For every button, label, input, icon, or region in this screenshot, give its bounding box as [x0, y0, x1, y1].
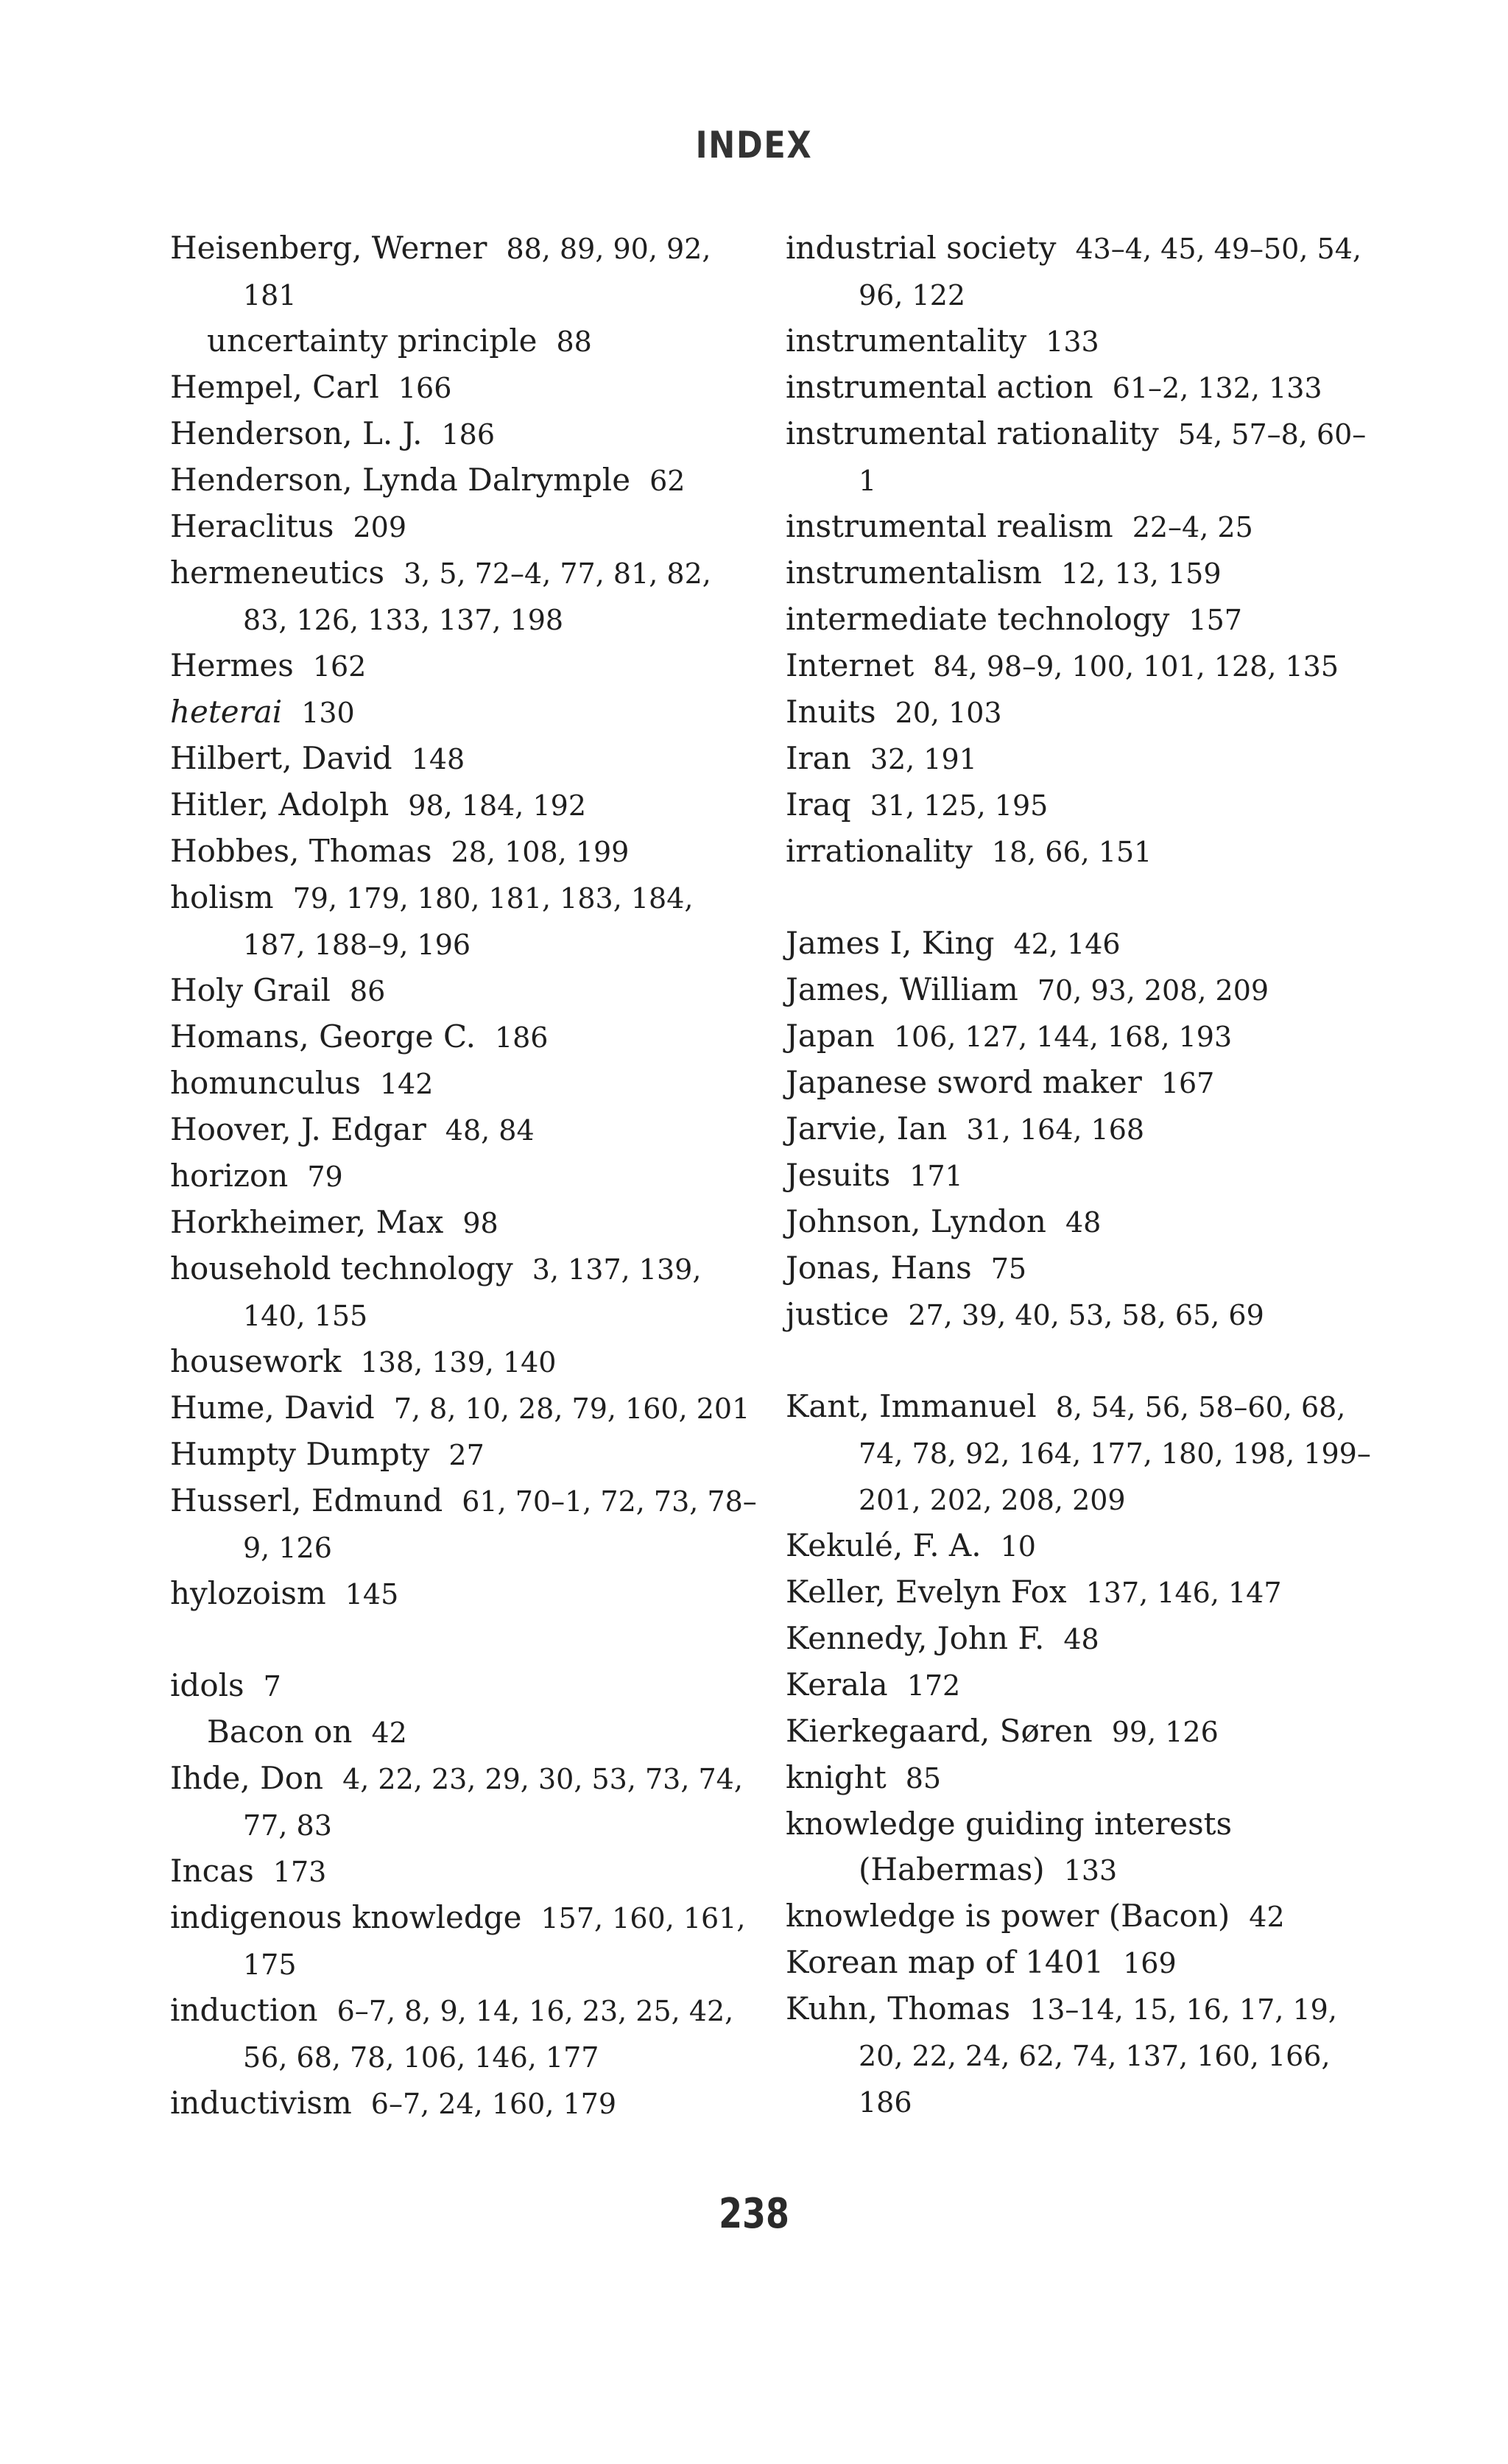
index-page-refs: 10	[1000, 1530, 1036, 1563]
index-page-refs: 48	[1065, 1206, 1102, 1239]
index-page-refs: 88	[556, 325, 592, 358]
page-header-title: INDEX	[695, 124, 813, 166]
index-page-refs: 18, 66, 151	[991, 836, 1152, 868]
index-page-refs: 137, 146, 147	[1085, 1577, 1282, 1609]
index-page-refs: 166	[398, 372, 452, 404]
index-entry	[170, 1014, 759, 1060]
index-term: housework	[170, 1343, 342, 1379]
index-term: Homans, George C.	[170, 1018, 476, 1055]
index-entry	[786, 504, 1375, 550]
index-entry	[786, 550, 1375, 596]
page-number: 238	[719, 2190, 789, 2238]
index-entry	[786, 643, 1375, 689]
index-term: Henderson, Lynda Dalrymple	[170, 462, 631, 498]
index-term: Hoover, J. Edgar	[170, 1111, 426, 1147]
index-term: Jarvie, Ian	[786, 1110, 948, 1147]
index-term: Keller, Evelyn Fox	[786, 1574, 1067, 1610]
index-entry	[170, 1988, 759, 2080]
index-page-refs: 79	[307, 1161, 343, 1193]
index-term: Holy Grail	[170, 972, 331, 1008]
index-term: holism	[170, 879, 274, 915]
index-term: hermeneutics	[170, 555, 385, 591]
index-page-refs: 133	[1063, 1854, 1118, 1887]
index-page-refs: 62	[649, 465, 686, 497]
index-entry	[170, 1432, 759, 1478]
index-page-refs: 61, 70–1, 72, 73, 78–9, 126	[243, 1485, 757, 1564]
index-entry	[170, 968, 759, 1014]
index-entry	[786, 1199, 1375, 1245]
index-entry	[786, 1292, 1375, 1338]
index-page-refs: 54, 57–8, 60–1	[859, 418, 1367, 497]
index-entry	[170, 875, 759, 968]
index-page-refs: 22–4, 25	[1132, 511, 1253, 543]
index-term: Kerala	[786, 1666, 888, 1703]
index-page-refs: 4, 22, 23, 29, 30, 53, 73, 74, 77, 83	[243, 1763, 743, 1842]
index-page-refs: 3, 137, 139, 140, 155	[243, 1253, 702, 1332]
index-page-refs: 173	[272, 1856, 327, 1888]
index-entry	[170, 504, 759, 550]
index-entry	[786, 782, 1375, 828]
index-entry	[170, 1848, 759, 1895]
index-entry	[786, 1755, 1375, 1801]
index-page-refs: 75	[990, 1253, 1027, 1285]
index-term: Korean map of 1401	[786, 1944, 1104, 1980]
index-entry	[170, 1246, 759, 1339]
index-term: knowledge guiding interests (Habermas)	[786, 1806, 1233, 1887]
index-entry	[786, 689, 1375, 736]
index-entry	[786, 921, 1375, 967]
index-entry	[170, 1060, 759, 1107]
index-page-refs: 6–7, 8, 9, 14, 16, 23, 25, 42, 56, 68, 78, 106, 146, 177	[243, 1995, 734, 2074]
index-term: hylozoism	[170, 1575, 326, 1611]
index-entry	[170, 365, 759, 411]
index-page-refs: 148	[411, 743, 465, 775]
index-term: heterai	[170, 694, 283, 730]
index-entry	[170, 1200, 759, 1246]
index-entry	[786, 1106, 1375, 1152]
index-term: Japan	[786, 1018, 875, 1054]
index-page-refs: 48	[1063, 1623, 1099, 1655]
index-page-refs: 209	[353, 511, 406, 543]
index-entry	[786, 1060, 1375, 1106]
index-term: Heisenberg, Werner	[170, 230, 487, 266]
index-term: instrumental action	[786, 369, 1093, 405]
index-page-refs: 27	[448, 1439, 485, 1471]
index-page-refs: 99, 126	[1111, 1716, 1219, 1748]
index-page-refs: 32, 191	[870, 743, 977, 775]
index-entry	[786, 365, 1375, 411]
index-term: Kuhn, Thomas	[786, 1990, 1011, 2027]
index-page-refs: 31, 125, 195	[870, 789, 1049, 822]
index-entry	[170, 828, 759, 875]
index-page-refs: 86	[349, 975, 386, 1007]
index-term: justice	[786, 1296, 889, 1332]
index-term: Henderson, L. J.	[170, 415, 423, 451]
index-page-refs: 171	[909, 1160, 963, 1192]
index-term: Incas	[170, 1853, 254, 1889]
index-term: Ihde, Don	[170, 1760, 324, 1796]
index-entry	[786, 1384, 1375, 1523]
index-entry	[170, 736, 759, 782]
index-page-refs: 8, 54, 56, 58–60, 68, 74, 78, 92, 164, 177, 180, 198, 199–201, 202, 208, 209	[859, 1391, 1371, 1516]
index-entry	[786, 1708, 1375, 1755]
index-term: irrationality	[786, 833, 973, 869]
index-term: knowledge is power (Bacon)	[786, 1898, 1230, 1934]
index-entry	[170, 1895, 759, 1988]
index-term: intermediate technology	[786, 601, 1170, 637]
index-term: Inuits	[786, 694, 876, 730]
index-entry	[786, 1152, 1375, 1199]
index-page-refs: 162	[312, 650, 367, 683]
index-term: instrumentality	[786, 323, 1027, 359]
index-page-refs: 7	[263, 1670, 281, 1703]
index-page-refs: 169	[1123, 1947, 1177, 1979]
index-page-refs: 167	[1160, 1067, 1215, 1099]
index-term: uncertainty principle	[207, 323, 538, 359]
index-term: Hobbes, Thomas	[170, 833, 432, 869]
index-term: Internet	[786, 647, 915, 683]
index-entry	[170, 2080, 759, 2127]
index-entry	[786, 736, 1375, 782]
index-page-refs: 142	[379, 1068, 434, 1100]
index-page-refs: 27, 39, 40, 53, 58, 65, 69	[908, 1299, 1264, 1331]
index-term: instrumental rationality	[786, 415, 1159, 451]
index-entry	[170, 643, 759, 689]
index-term: Heraclitus	[170, 508, 334, 544]
index-entry	[786, 1940, 1375, 1986]
index-page-refs: 157, 160, 161, 175	[243, 1902, 746, 1981]
index-term: instrumentalism	[786, 555, 1042, 591]
index-entry	[786, 225, 1375, 318]
index-entry	[786, 411, 1375, 504]
index-term: Kekulé, F. A.	[786, 1527, 982, 1563]
index-entry	[786, 1523, 1375, 1569]
index-entry	[786, 1801, 1375, 1893]
index-term: idols	[170, 1667, 244, 1703]
index-page-refs: 70, 93, 208, 209	[1037, 974, 1269, 1007]
index-entry	[170, 1478, 759, 1571]
index-page-refs: 138, 139, 140	[360, 1346, 557, 1379]
index-page-refs: 98, 184, 192	[408, 789, 586, 822]
index-term: Kennedy, John F.	[786, 1620, 1045, 1656]
index-term: Hempel, Carl	[170, 369, 379, 405]
index-column-left	[170, 225, 759, 2127]
index-page-refs: 106, 127, 144, 168, 193	[893, 1021, 1233, 1053]
index-entry	[170, 1756, 759, 1848]
index-term: Horkheimer, Max	[170, 1204, 444, 1240]
index-term: Japanese sword maker	[786, 1064, 1142, 1100]
index-entry	[786, 1245, 1375, 1292]
index-term: Johnson, Lyndon	[786, 1203, 1046, 1239]
index-page-refs: 42	[371, 1717, 407, 1749]
index-page-refs: 85	[905, 1762, 942, 1795]
index-term: Humpty Dumpty	[170, 1436, 430, 1472]
index-page-refs: 48, 84	[445, 1114, 535, 1147]
index-term: James I, King	[786, 925, 995, 961]
index-term: Hermes	[170, 647, 294, 683]
index-term: Kant, Immanuel	[786, 1388, 1037, 1424]
index-page-refs: 43–4, 45, 49–50, 54, 96, 122	[859, 233, 1361, 311]
index-page-refs: 6–7, 24, 160, 179	[370, 2088, 617, 2120]
index-page-refs: 61–2, 132, 133	[1112, 372, 1322, 404]
index-page-refs: 28, 108, 199	[451, 836, 630, 868]
index-entry	[170, 1107, 759, 1153]
index-term: knight	[786, 1759, 887, 1795]
index-term: Husserl, Edmund	[170, 1482, 443, 1518]
index-entry	[786, 1013, 1375, 1060]
index-subentry	[170, 318, 759, 365]
index-page-refs: 13–14, 15, 16, 17, 19, 20, 22, 24, 62, 74, 137, 160, 166, 186	[859, 1993, 1337, 2119]
index-page-refs: 157	[1188, 604, 1242, 636]
index-page-refs: 186	[441, 418, 495, 451]
index-page-refs: 98	[462, 1207, 498, 1239]
index-page-refs: 88, 89, 90, 92, 181	[243, 233, 711, 311]
index-page-refs: 84, 98–9, 100, 101, 128, 135	[933, 650, 1339, 683]
index-page-refs: 12, 13, 159	[1060, 557, 1222, 590]
index-term: industrial society	[786, 230, 1057, 266]
index-entry	[170, 689, 759, 736]
index-entry	[170, 550, 759, 643]
index-term: Hilbert, David	[170, 740, 392, 776]
index-page-refs: 145	[345, 1578, 399, 1611]
index-entry	[170, 782, 759, 828]
index-entry	[170, 1339, 759, 1385]
index-term: inductivism	[170, 2085, 352, 2121]
index-page-refs: 31, 164, 168	[966, 1113, 1145, 1146]
index-entry	[170, 1153, 759, 1200]
index-entry	[786, 318, 1375, 365]
index-entry	[170, 1571, 759, 1617]
index-page-refs: 172	[906, 1669, 961, 1702]
index-term: James, William	[786, 971, 1018, 1007]
index-entry	[786, 1569, 1375, 1616]
index-column-right	[786, 225, 1375, 2125]
index-page-refs: 7, 8, 10, 28, 79, 160, 201	[393, 1393, 750, 1425]
index-entry	[170, 1663, 759, 1709]
index-entry	[786, 1986, 1375, 2125]
index-page-refs: 20, 103	[895, 697, 1002, 729]
index-term: household technology	[170, 1250, 513, 1286]
index-entry	[170, 457, 759, 504]
index-entry	[786, 828, 1375, 875]
index-page-refs: 133	[1046, 325, 1099, 358]
index-term: instrumental realism	[786, 508, 1113, 544]
index-entry	[786, 967, 1375, 1013]
index-term: Bacon on	[207, 1714, 353, 1750]
index-term: Iraq	[786, 786, 851, 823]
index-entry	[786, 1662, 1375, 1708]
index-term: Iran	[786, 740, 851, 776]
index-page-refs: 79, 179, 180, 181, 183, 184, 187, 188–9, 196	[243, 882, 694, 961]
index-entry	[170, 1385, 759, 1432]
index-term: induction	[170, 1992, 318, 2028]
index-entry	[170, 411, 759, 457]
index-term: Jonas, Hans	[786, 1250, 972, 1286]
index-page-refs: 42	[1249, 1901, 1285, 1933]
index-page-refs: 186	[494, 1021, 549, 1054]
index-term: Kierkegaard, Søren	[786, 1713, 1093, 1749]
index-entry	[786, 1616, 1375, 1662]
index-entry	[786, 1893, 1375, 1940]
index-page-refs: 42, 146	[1013, 928, 1121, 960]
index-term: indigenous knowledge	[170, 1899, 522, 1935]
index-page-refs: 130	[301, 697, 355, 729]
index-page-refs: 3, 5, 72–4, 77, 81, 82, 83, 126, 133, 137, 198	[243, 557, 711, 636]
index-entry	[786, 596, 1375, 643]
index-entry	[170, 225, 759, 318]
index-subentry	[170, 1709, 759, 1756]
index-term: Hume, David	[170, 1390, 375, 1426]
index-term: Jesuits	[786, 1157, 891, 1193]
index-term: horizon	[170, 1158, 289, 1194]
index-term: homunculus	[170, 1065, 361, 1101]
index-term: Hitler, Adolph	[170, 786, 390, 823]
